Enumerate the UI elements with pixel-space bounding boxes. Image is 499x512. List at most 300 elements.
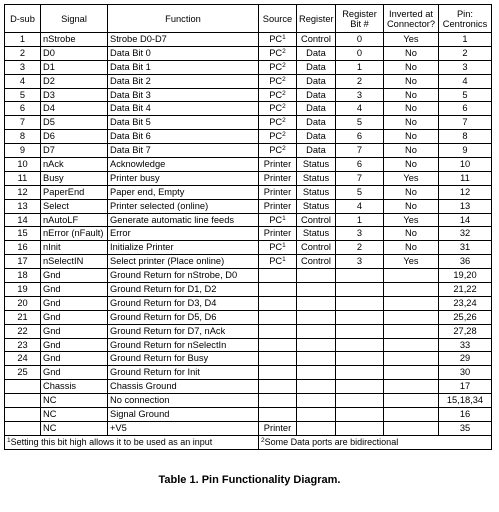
header-dsub: D-sub bbox=[5, 5, 41, 33]
cell-source bbox=[259, 421, 297, 435]
cell-register-bit: 1 bbox=[336, 60, 384, 74]
cell-signal: Gnd bbox=[41, 310, 108, 324]
cell-function: Data Bit 1 bbox=[108, 60, 259, 74]
table-row bbox=[5, 74, 492, 88]
cell-signal: Gnd bbox=[41, 338, 108, 352]
cell-register: Data bbox=[297, 88, 336, 102]
table-row bbox=[5, 88, 492, 102]
cell-function: Select printer (Place online) bbox=[108, 255, 259, 269]
cell-register-bit: 2 bbox=[336, 74, 384, 88]
cell-dsub: 11 bbox=[5, 171, 41, 185]
header-pin-centronics: Pin: Centronics bbox=[439, 5, 492, 33]
cell-dsub: 20 bbox=[5, 296, 41, 310]
table-row bbox=[5, 144, 492, 158]
cell-register-bit: 1 bbox=[336, 213, 384, 227]
header-register: Register bbox=[297, 5, 336, 33]
cell-pin-centronics: 17 bbox=[439, 380, 492, 394]
cell-register: Control bbox=[297, 241, 336, 255]
cell-dsub: 5 bbox=[5, 88, 41, 102]
cell-source bbox=[259, 199, 297, 213]
cell-register bbox=[297, 408, 336, 422]
cell-dsub: 9 bbox=[5, 144, 41, 158]
source-text: Printer bbox=[263, 158, 292, 169]
cell-register bbox=[297, 310, 336, 324]
cell-dsub: 6 bbox=[5, 102, 41, 116]
cell-function: Ground Return for D3, D4 bbox=[108, 296, 259, 310]
cell-pin-centronics: 6 bbox=[439, 102, 492, 116]
cell-register-bit bbox=[336, 296, 384, 310]
cell-function: Paper end, Empty bbox=[108, 185, 259, 199]
source-text: Printer bbox=[263, 186, 292, 197]
cell-inverted bbox=[384, 296, 439, 310]
cell-register-bit: 7 bbox=[336, 144, 384, 158]
table-row bbox=[5, 185, 492, 199]
source-text: Printer bbox=[263, 422, 292, 433]
cell-signal: Chassis bbox=[41, 380, 108, 394]
cell-function: Generate automatic line feeds bbox=[108, 213, 259, 227]
source-text: PC bbox=[269, 89, 283, 100]
cell-signal: Gnd bbox=[41, 352, 108, 366]
table-row bbox=[5, 283, 492, 297]
cell-dsub: 4 bbox=[5, 74, 41, 88]
cell-function: Data Bit 7 bbox=[108, 144, 259, 158]
cell-signal: PaperEnd bbox=[41, 185, 108, 199]
cell-signal: D6 bbox=[41, 130, 108, 144]
cell-signal: D5 bbox=[41, 116, 108, 130]
footnote-mark: 2 bbox=[282, 47, 286, 55]
cell-signal: Gnd bbox=[41, 269, 108, 283]
cell-source bbox=[259, 74, 297, 88]
cell-source bbox=[259, 102, 297, 116]
cell-dsub: 18 bbox=[5, 269, 41, 283]
cell-function: Data Bit 0 bbox=[108, 46, 259, 60]
cell-register-bit bbox=[336, 269, 384, 283]
cell-pin-centronics: 8 bbox=[439, 130, 492, 144]
cell-source bbox=[259, 88, 297, 102]
cell-register-bit: 3 bbox=[336, 255, 384, 269]
header-inverted: Inverted at Connector? bbox=[384, 5, 439, 33]
cell-inverted: Yes bbox=[384, 171, 439, 185]
cell-function: Data Bit 3 bbox=[108, 88, 259, 102]
cell-function: Signal Ground bbox=[108, 408, 259, 422]
source-text: PC bbox=[269, 131, 283, 142]
cell-pin-centronics: 19,20 bbox=[439, 269, 492, 283]
cell-register-bit: 3 bbox=[336, 88, 384, 102]
footnote-2 bbox=[259, 435, 492, 449]
cell-signal: NC bbox=[41, 394, 108, 408]
cell-function: Ground Return for nSelectIn bbox=[108, 338, 259, 352]
table-row bbox=[5, 60, 492, 74]
cell-dsub: 16 bbox=[5, 241, 41, 255]
cell-register-bit bbox=[336, 394, 384, 408]
cell-signal: D0 bbox=[41, 46, 108, 60]
cell-inverted bbox=[384, 421, 439, 435]
footnote-mark: 1 bbox=[282, 242, 286, 250]
cell-function: Error bbox=[108, 227, 259, 241]
cell-function: Chassis Ground bbox=[108, 380, 259, 394]
cell-register-bit bbox=[336, 310, 384, 324]
cell-pin-centronics: 3 bbox=[439, 60, 492, 74]
cell-signal: nAck bbox=[41, 158, 108, 172]
cell-inverted bbox=[384, 366, 439, 380]
cell-inverted bbox=[384, 283, 439, 297]
cell-source bbox=[259, 296, 297, 310]
source-text: PC bbox=[269, 117, 283, 128]
cell-dsub: 14 bbox=[5, 213, 41, 227]
table-row bbox=[5, 366, 492, 380]
cell-function: No connection bbox=[108, 394, 259, 408]
table-row bbox=[5, 296, 492, 310]
cell-dsub: 10 bbox=[5, 158, 41, 172]
footnote-1-mark: 1 bbox=[7, 436, 11, 444]
table-row bbox=[5, 213, 492, 227]
cell-register: Data bbox=[297, 116, 336, 130]
header-signal: Signal bbox=[41, 5, 108, 33]
cell-register: Status bbox=[297, 171, 336, 185]
cell-pin-centronics: 1 bbox=[439, 33, 492, 47]
cell-register bbox=[297, 338, 336, 352]
cell-inverted: No bbox=[384, 241, 439, 255]
cell-function: Ground Return for D1, D2 bbox=[108, 283, 259, 297]
cell-register-bit: 6 bbox=[336, 158, 384, 172]
cell-dsub: 7 bbox=[5, 116, 41, 130]
footnote-mark: 2 bbox=[282, 145, 286, 153]
cell-source bbox=[259, 46, 297, 60]
cell-inverted bbox=[384, 310, 439, 324]
cell-register-bit bbox=[336, 338, 384, 352]
source-text: Printer bbox=[263, 200, 292, 211]
cell-source bbox=[259, 33, 297, 47]
cell-register-bit: 5 bbox=[336, 116, 384, 130]
cell-signal: D2 bbox=[41, 74, 108, 88]
footnote-row bbox=[5, 435, 492, 449]
cell-function: Ground Return for nStrobe, D0 bbox=[108, 269, 259, 283]
cell-signal: Gnd bbox=[41, 324, 108, 338]
cell-source bbox=[259, 324, 297, 338]
cell-source bbox=[259, 185, 297, 199]
footnote-1-text: Setting this bit high allows it to be used as an input bbox=[10, 436, 213, 447]
cell-signal: nInit bbox=[41, 241, 108, 255]
cell-pin-centronics: 4 bbox=[439, 74, 492, 88]
footnote-mark: 2 bbox=[282, 103, 286, 111]
cell-pin-centronics: 11 bbox=[439, 171, 492, 185]
table-row bbox=[5, 394, 492, 408]
table-row bbox=[5, 102, 492, 116]
cell-pin-centronics: 2 bbox=[439, 46, 492, 60]
cell-register-bit: 5 bbox=[336, 185, 384, 199]
table-row bbox=[5, 324, 492, 338]
cell-inverted bbox=[384, 338, 439, 352]
cell-signal: NC bbox=[41, 421, 108, 435]
cell-pin-centronics: 12 bbox=[439, 185, 492, 199]
cell-signal: nSelectIN bbox=[41, 255, 108, 269]
cell-source bbox=[259, 352, 297, 366]
table-row bbox=[5, 130, 492, 144]
cell-dsub: 3 bbox=[5, 60, 41, 74]
cell-register bbox=[297, 283, 336, 297]
cell-dsub: 22 bbox=[5, 324, 41, 338]
source-text: Printer bbox=[263, 172, 292, 183]
cell-dsub: 8 bbox=[5, 130, 41, 144]
cell-source bbox=[259, 158, 297, 172]
footnote-1 bbox=[5, 435, 259, 449]
cell-signal: nAutoLF bbox=[41, 213, 108, 227]
cell-source bbox=[259, 171, 297, 185]
header-source: Source bbox=[259, 5, 297, 33]
cell-register-bit: 0 bbox=[336, 33, 384, 47]
header-register-bit: Register Bit # bbox=[336, 5, 384, 33]
cell-source bbox=[259, 310, 297, 324]
cell-register-bit: 6 bbox=[336, 130, 384, 144]
cell-source bbox=[259, 241, 297, 255]
source-text: PC bbox=[269, 214, 283, 225]
cell-register bbox=[297, 394, 336, 408]
cell-signal: Gnd bbox=[41, 283, 108, 297]
cell-pin-centronics: 5 bbox=[439, 88, 492, 102]
cell-dsub bbox=[5, 380, 41, 394]
cell-inverted: No bbox=[384, 185, 439, 199]
cell-signal: D4 bbox=[41, 102, 108, 116]
cell-pin-centronics: 30 bbox=[439, 366, 492, 380]
footnote-2-mark: 2 bbox=[261, 436, 265, 444]
cell-register: Data bbox=[297, 46, 336, 60]
cell-register-bit: 7 bbox=[336, 171, 384, 185]
cell-function: Ground Return for D7, nAck bbox=[108, 324, 259, 338]
cell-source bbox=[259, 394, 297, 408]
cell-source bbox=[259, 408, 297, 422]
source-text: PC bbox=[269, 47, 283, 58]
cell-register-bit: 0 bbox=[336, 46, 384, 60]
cell-inverted: No bbox=[384, 116, 439, 130]
source-text: PC bbox=[269, 33, 283, 44]
cell-dsub bbox=[5, 408, 41, 422]
cell-register-bit bbox=[336, 408, 384, 422]
footnote-mark: 2 bbox=[282, 117, 286, 125]
cell-signal: D7 bbox=[41, 144, 108, 158]
cell-register: Control bbox=[297, 255, 336, 269]
footnote-mark: 2 bbox=[282, 75, 286, 83]
cell-register: Data bbox=[297, 102, 336, 116]
cell-register bbox=[297, 380, 336, 394]
cell-function: Data Bit 6 bbox=[108, 130, 259, 144]
table-row bbox=[5, 255, 492, 269]
cell-source bbox=[259, 255, 297, 269]
cell-register-bit bbox=[336, 352, 384, 366]
cell-signal: NC bbox=[41, 408, 108, 422]
cell-register: Data bbox=[297, 130, 336, 144]
cell-register bbox=[297, 324, 336, 338]
cell-dsub: 1 bbox=[5, 33, 41, 47]
cell-source bbox=[259, 380, 297, 394]
source-text: Printer bbox=[263, 228, 292, 239]
cell-function: Ground Return for Busy bbox=[108, 352, 259, 366]
cell-function: Data Bit 4 bbox=[108, 102, 259, 116]
cell-dsub: 21 bbox=[5, 310, 41, 324]
cell-register: Status bbox=[297, 227, 336, 241]
table-row bbox=[5, 158, 492, 172]
cell-inverted bbox=[384, 269, 439, 283]
cell-source bbox=[259, 283, 297, 297]
table-row bbox=[5, 116, 492, 130]
cell-inverted: Yes bbox=[384, 255, 439, 269]
cell-function: Printer busy bbox=[108, 171, 259, 185]
cell-register-bit: 4 bbox=[336, 199, 384, 213]
cell-pin-centronics: 29 bbox=[439, 352, 492, 366]
cell-inverted: No bbox=[384, 60, 439, 74]
cell-dsub: 13 bbox=[5, 199, 41, 213]
cell-register-bit: 3 bbox=[336, 227, 384, 241]
cell-inverted: No bbox=[384, 144, 439, 158]
cell-source bbox=[259, 269, 297, 283]
cell-signal: Gnd bbox=[41, 296, 108, 310]
source-text: PC bbox=[269, 145, 283, 156]
table-row bbox=[5, 352, 492, 366]
cell-pin-centronics: 9 bbox=[439, 144, 492, 158]
cell-register bbox=[297, 296, 336, 310]
cell-function: Initialize Printer bbox=[108, 241, 259, 255]
cell-register bbox=[297, 352, 336, 366]
cell-signal: D3 bbox=[41, 88, 108, 102]
cell-register: Status bbox=[297, 158, 336, 172]
cell-source bbox=[259, 144, 297, 158]
cell-source bbox=[259, 116, 297, 130]
cell-source bbox=[259, 338, 297, 352]
table-row bbox=[5, 33, 492, 47]
cell-function: Acknowledge bbox=[108, 158, 259, 172]
cell-inverted bbox=[384, 352, 439, 366]
cell-function: Ground Return for Init bbox=[108, 366, 259, 380]
cell-pin-centronics: 21,22 bbox=[439, 283, 492, 297]
table-row bbox=[5, 408, 492, 422]
source-text: PC bbox=[269, 242, 283, 253]
table-body bbox=[5, 33, 492, 436]
cell-source bbox=[259, 60, 297, 74]
cell-source bbox=[259, 366, 297, 380]
cell-dsub bbox=[5, 394, 41, 408]
cell-pin-centronics: 35 bbox=[439, 421, 492, 435]
cell-inverted: Yes bbox=[384, 213, 439, 227]
cell-inverted bbox=[384, 408, 439, 422]
header-function: Function bbox=[108, 5, 259, 33]
cell-inverted bbox=[384, 394, 439, 408]
footnote-mark: 2 bbox=[282, 61, 286, 69]
cell-signal: nStrobe bbox=[41, 33, 108, 47]
cell-source bbox=[259, 213, 297, 227]
cell-register bbox=[297, 269, 336, 283]
footnote-mark: 1 bbox=[282, 256, 286, 264]
cell-pin-centronics: 23,24 bbox=[439, 296, 492, 310]
cell-register: Status bbox=[297, 185, 336, 199]
cell-register-bit bbox=[336, 421, 384, 435]
cell-pin-centronics: 13 bbox=[439, 199, 492, 213]
cell-function: Data Bit 2 bbox=[108, 74, 259, 88]
cell-register: Status bbox=[297, 199, 336, 213]
table-row bbox=[5, 380, 492, 394]
cell-signal: Select bbox=[41, 199, 108, 213]
cell-inverted: No bbox=[384, 130, 439, 144]
source-text: PC bbox=[269, 61, 283, 72]
cell-register bbox=[297, 421, 336, 435]
cell-pin-centronics: 15,18,34 bbox=[439, 394, 492, 408]
cell-function: Data Bit 5 bbox=[108, 116, 259, 130]
cell-pin-centronics: 16 bbox=[439, 408, 492, 422]
footnote-mark: 2 bbox=[282, 89, 286, 97]
cell-inverted: No bbox=[384, 88, 439, 102]
cell-signal: nError (nFault) bbox=[41, 227, 108, 241]
cell-inverted bbox=[384, 380, 439, 394]
cell-register: Control bbox=[297, 33, 336, 47]
cell-inverted: No bbox=[384, 227, 439, 241]
cell-register: Control bbox=[297, 213, 336, 227]
cell-inverted: No bbox=[384, 199, 439, 213]
table-row bbox=[5, 227, 492, 241]
cell-dsub: 17 bbox=[5, 255, 41, 269]
footnote-mark: 1 bbox=[282, 33, 286, 41]
cell-pin-centronics: 14 bbox=[439, 213, 492, 227]
cell-source bbox=[259, 227, 297, 241]
cell-signal: Gnd bbox=[41, 366, 108, 380]
footnote-mark: 2 bbox=[282, 131, 286, 139]
cell-register: Data bbox=[297, 60, 336, 74]
cell-pin-centronics: 7 bbox=[439, 116, 492, 130]
table-caption: Table 1. Pin Functionality Diagram. bbox=[158, 474, 341, 486]
cell-dsub: 25 bbox=[5, 366, 41, 380]
cell-register-bit bbox=[336, 366, 384, 380]
cell-pin-centronics: 27,28 bbox=[439, 324, 492, 338]
cell-function: +V5 bbox=[108, 421, 259, 435]
source-text: PC bbox=[269, 75, 283, 86]
table-row bbox=[5, 310, 492, 324]
cell-dsub: 2 bbox=[5, 46, 41, 60]
cell-register-bit bbox=[336, 283, 384, 297]
cell-dsub: 23 bbox=[5, 338, 41, 352]
cell-register-bit: 2 bbox=[336, 241, 384, 255]
cell-pin-centronics: 33 bbox=[439, 338, 492, 352]
cell-inverted: No bbox=[384, 158, 439, 172]
table-row bbox=[5, 171, 492, 185]
table-row bbox=[5, 46, 492, 60]
cell-inverted: No bbox=[384, 102, 439, 116]
table-row bbox=[5, 269, 492, 283]
cell-register bbox=[297, 366, 336, 380]
cell-inverted: No bbox=[384, 46, 439, 60]
table-header-row bbox=[5, 5, 492, 33]
cell-register: Data bbox=[297, 74, 336, 88]
table-row bbox=[5, 421, 492, 435]
cell-pin-centronics: 25,26 bbox=[439, 310, 492, 324]
footnote-2-text: Some Data ports are bidirectional bbox=[264, 436, 399, 447]
cell-function: Strobe D0-D7 bbox=[108, 33, 259, 47]
cell-pin-centronics: 31 bbox=[439, 241, 492, 255]
cell-inverted: Yes bbox=[384, 33, 439, 47]
cell-pin-centronics: 36 bbox=[439, 255, 492, 269]
cell-inverted bbox=[384, 324, 439, 338]
cell-function: Ground Return for D5, D6 bbox=[108, 310, 259, 324]
source-text: PC bbox=[269, 256, 283, 267]
cell-dsub: 15 bbox=[5, 227, 41, 241]
cell-inverted: No bbox=[384, 74, 439, 88]
pin-functionality-table bbox=[4, 4, 492, 450]
cell-dsub: 24 bbox=[5, 352, 41, 366]
cell-register-bit bbox=[336, 324, 384, 338]
table-row bbox=[5, 199, 492, 213]
cell-register: Data bbox=[297, 144, 336, 158]
cell-signal: Busy bbox=[41, 171, 108, 185]
cell-dsub bbox=[5, 421, 41, 435]
footnote-mark: 1 bbox=[282, 214, 286, 222]
cell-register-bit bbox=[336, 380, 384, 394]
cell-register-bit: 4 bbox=[336, 102, 384, 116]
